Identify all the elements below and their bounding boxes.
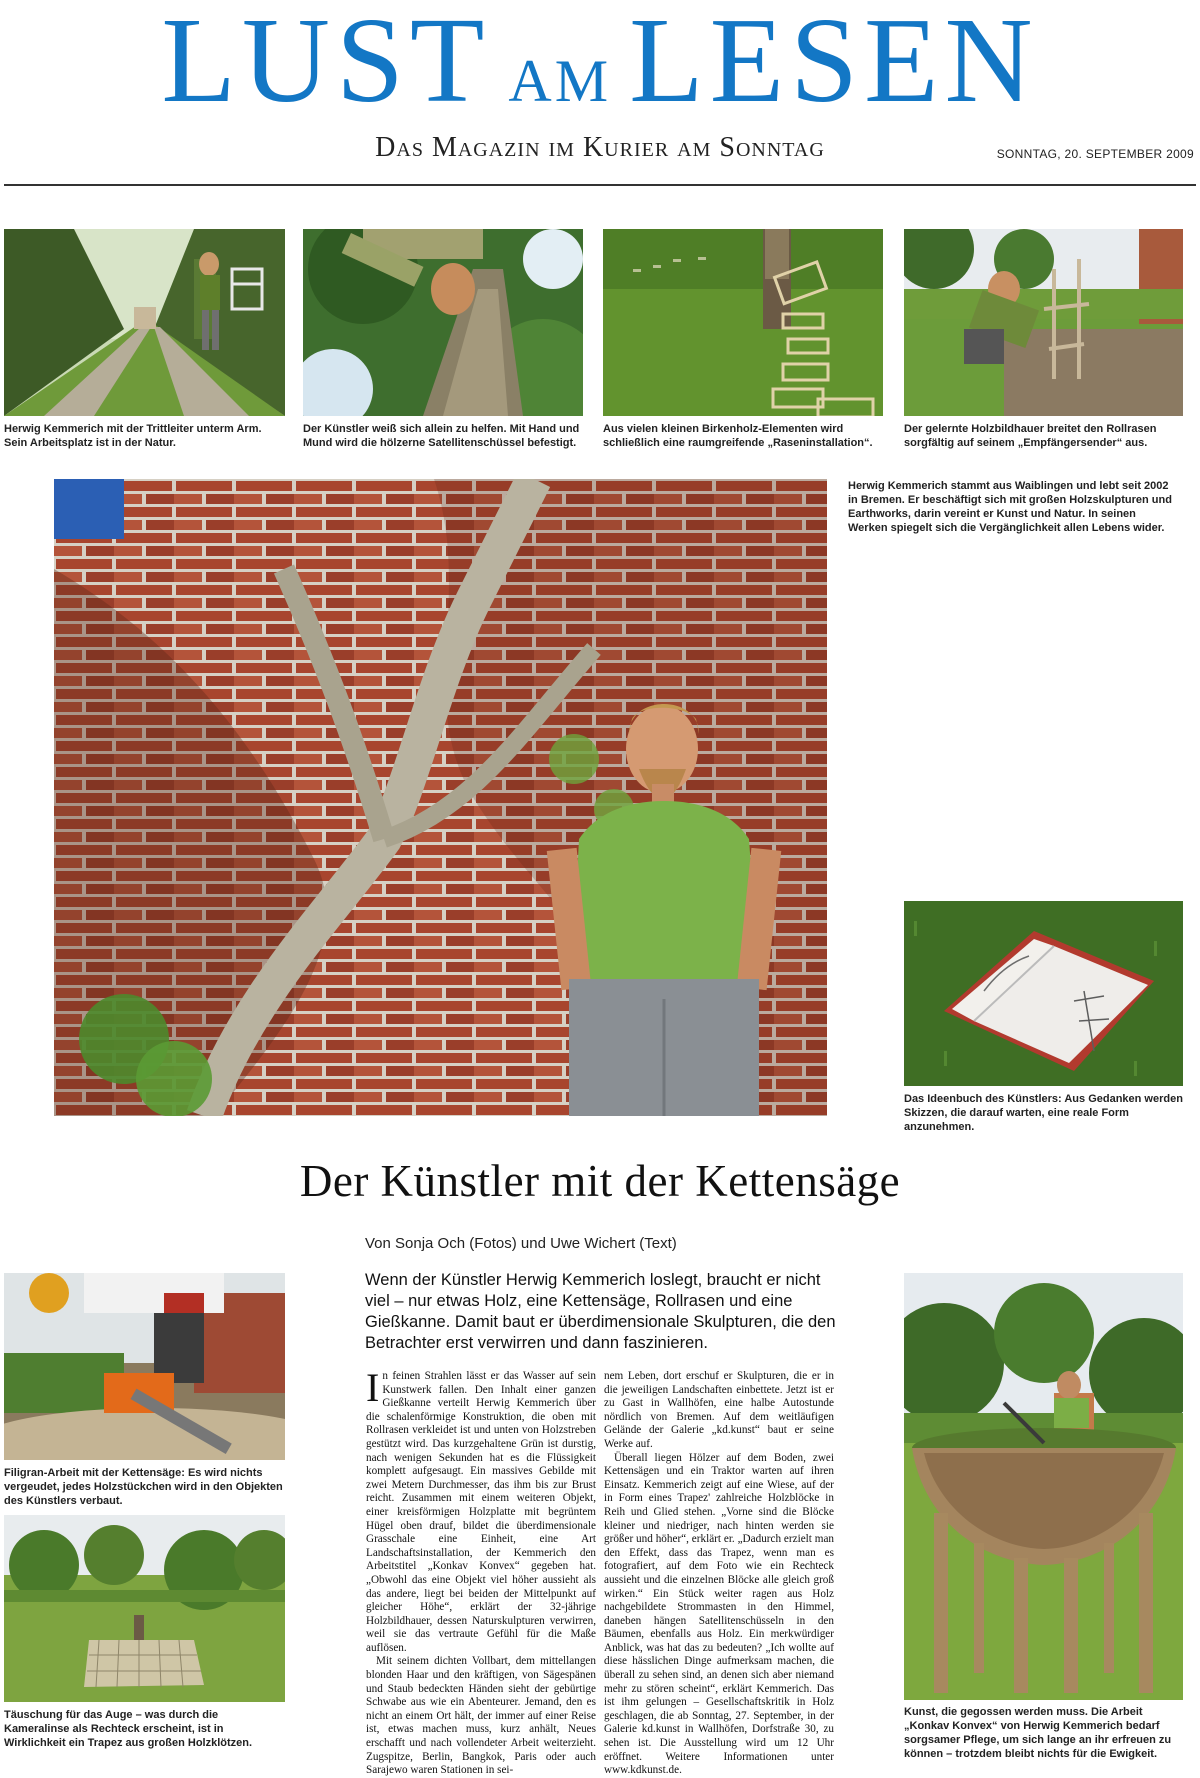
caption-chainsaw: Filigran-Arbeit mit der Kettensäge: Es wird nichts vergeudet, jedes Holzstückchen wird in den Objekten des Künstlers verbaut. <box>4 1467 283 1507</box>
article-paragraph: Mit seinem dichten Vollbart, dem mittellangen blonden Haar und den kräftigen, von Sägespänen und Staub bedeckten Händen sieht der gebürtige Schwabe aus wie ein Abenteurer. Jemand, den es nicht an einem Ort hält, der immer auf einer Reise ist, etwas machen muss, kurz anhält, Neues erschafft und nach vollendeter Arbeit weiterzieht. Zugspitze, Berlin, Bangkok, Paris oder auch Sarajewo waren Stationen in sei- <box>366 1655 596 1777</box>
article-headline: Der Künstler mit der Kettensäge <box>299 1156 901 1206</box>
photo-empfaengersender <box>904 229 1183 416</box>
photo-sketchbook <box>904 901 1183 1086</box>
caption-konkav-konvex: Kunst, die gegossen werden muss. Die Arbeit „Konkav Konvex“ von Herwig Kemmerich bedarf sorgsamer Pflege, um sich lange an ihr erfreuen zu können – trotzdem bleibt nichts für die Ewigkeit. <box>904 1706 1172 1760</box>
masthead-title <box>0 0 1200 128</box>
article-column-1 <box>366 1365 596 1778</box>
caption-top-1: Herwig Kemmerich mit der Trittleiter unterm Arm. Sein Arbeitsplatz ist in der Natur. <box>4 423 262 449</box>
article-paragraph: nem Leben, dort erschuf er Skulpturen, die er in die jeweiligen Landschaften einbettete. Jetzt ist er zu Gast in Wallhöfen, eine halbe Autostunde nördlich von Bremen. Auf dem weitläufigen Gelände der Galerie „kd.kunst“ baut er seine Werke auf. <box>604 1370 834 1450</box>
masthead <box>0 0 1200 190</box>
masthead-word-lust: LUST <box>161 0 491 128</box>
photo-trapez <box>4 1515 285 1702</box>
photo-main-portrait <box>54 479 827 1116</box>
caption-main-photo: Herwig Kemmerich stammt aus Waiblingen und lebt seit 2002 in Bremen. Er beschäftigt sich mit großen Holzskulpturen und Earthworks, darin vereint er Kunst und Natur. In seinen Werken spiegelt sich die Vergänglichkeit allen Lebens wider. <box>848 480 1172 534</box>
article-paragraph: Überall liegen Hölzer auf dem Boden, zwei Kettensägen und ein Traktor warten auf ihren Einsatz. Kemmerich zeigt auf eine Wiese, auf der in Form eines Trapez' zahlreiche Holzblöcke in Reih und Glied stehen. „Vorne sind die Blöcke kleiner und niedriger, nach hinten werden sie größer und höher“, erklärt er. „Dadurch erzielt man den Effekt, dass das Trapez, wenn man es fotografiert, auf dem Foto wie ein Rechteck aussieht und die einzelnen Blöcke alle gleich groß wirken.“ Ein Stück weiter ragen aus Holz nachgebildete Strommasten in den Himmel, daneben hängen Satellitenschüsseln in den Bäumen, ebenfalls aus Holz. Ein merkwürdiger Anblick, was hat das zu bedeuten? „Ich wollte auf diese hässlichen Dinge aufmerksam machen, die überall zu sehen sind, an denen sich aber niemand mehr zu stören scheint“, erklärt Kemmerich. Das ist ihm gelungen – Gesellschaftskritik in Holz geschlagen, die ab Sonntag, 27. September, in der Galerie kd.kunst in Wallhöfen, Dorfstraße 30, zu sehen ist. Die Ausstellung wird um 12 Uhr eröffnet. Weitere Informationen unter www.kdkunst.de. <box>604 1451 834 1777</box>
caption-top-4: Der gelernte Holzbildhauer breitet den Rollrasen sorgfältig auf seinem „Empfängersender“ aus. <box>904 423 1157 449</box>
masthead-word-lesen: LESEN <box>629 0 1039 128</box>
caption-top-3: Aus vielen kleinen Birkenholz-Elementen wird schließlich eine raumgreifende „Raseninstallation“. <box>603 423 873 449</box>
photo-alley <box>4 229 285 416</box>
article-lead: Wenn der Künstler Herwig Kemmerich loslegt, braucht er nicht viel – nur etwas Holz, eine Kettensäge, Rollrasen und eine Gießkanne. Damit baut er überdimensionale Skulpturen, die den Betrachter erst verwirren und dann faszinieren. <box>365 1271 836 1352</box>
article-byline: Von Sonja Och (Fotos) und Uwe Wichert (Text) <box>365 1235 677 1252</box>
caption-trapez: Täuschung für das Auge – was durch die Kameralinse als Rechteck erscheint, ist in Wirklichkeit ein Trapez aus großen Holzklötzen. <box>4 1709 253 1749</box>
caption-top-2: Der Künstler weiß sich allein zu helfen. Mit Hand und Mund wird die hölzerne Satellitenschüssel befestigt. <box>303 423 580 449</box>
photo-tree-climb <box>303 229 583 416</box>
article-paragraph: n feinen Strahlen lässt er das Wasser auf sein Kunstwerk fallen. Den Inhalt einer ganzen Gießkanne verteilt Herwig Kemmerich über die schalenförmige Konstruktion, die oben mit Rollrasen verkleidet ist und unten von Holzstreben gestützt wird. Das kurzgehaltene Grün ist durstig, nach wenigen Sekunden hat es die Flüssigkeit komplett aufgesaugt. Ein massives Gebilde mit zwei Metern Durchmesser, das ihm bis zur Brust reicht. Zusammen mit einem weiteren Objekt, einer kreisförmigen Holzplatte mit begrüntem Hügel oben drauf, bildet die überdimensionale Grasschale eine Einheit, eine Art Landschaftsinstallation, der Kemmerich den Arbeitstitel „Konkav Konvex“ gegeben hat. „Obwohl das eine Objekt viel höher aussieht als das andere, liegt bei beiden der Mittelpunkt auf gleicher Höhe“, erklärt der 32-jährige Holzbildhauer, dessen Naturskulpturen verwirren, weil sie das vertraute Gefühl für die Maße auflösen. <box>366 1370 596 1654</box>
masthead-rule <box>4 184 1196 186</box>
article-column-2 <box>604 1370 834 1778</box>
issue-date: SONNTAG, 20. SEPTEMBER 2009 <box>996 147 1194 161</box>
photo-chainsaw <box>4 1273 285 1460</box>
caption-sketchbook: Das Ideenbuch des Künstlers: Aus Gedanken werden Skizzen, die darauf warten, eine reale Form anzunehmen. <box>904 1093 1183 1133</box>
article-dropcap: I <box>366 1365 380 1410</box>
photo-raseninstallation <box>603 229 883 416</box>
masthead-subtitle: Das Magazin im Kurier am Sonntag <box>375 132 825 163</box>
photo-konkav-konvex <box>904 1273 1183 1700</box>
masthead-word-am: AM <box>508 48 612 114</box>
